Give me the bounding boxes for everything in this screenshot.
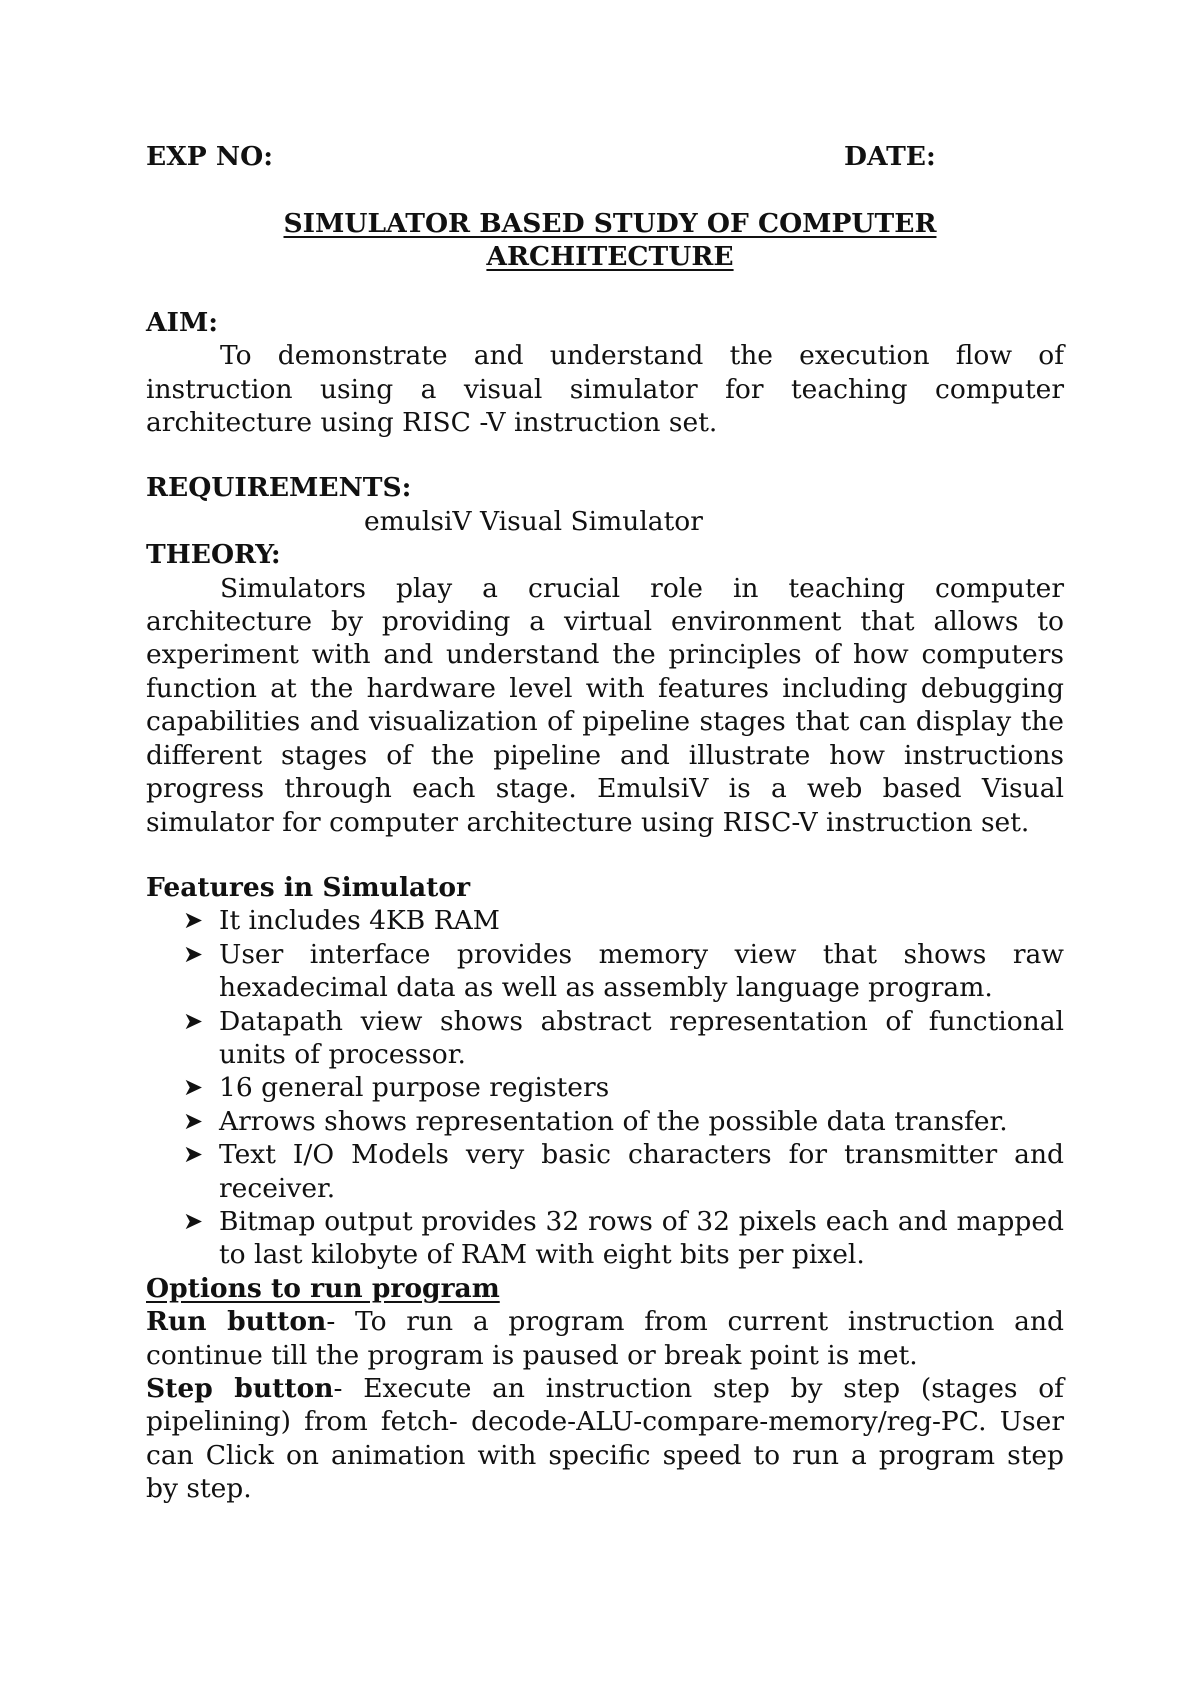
theory-heading: THEORY: [146,539,281,571]
options-heading: Options to run program [146,1272,500,1304]
arrowhead-bullet-icon: ➤ [183,1140,204,1169]
arrowhead-bullet-icon: ➤ [183,906,204,935]
document-page [146,140,1064,1506]
document-title: SIMULATOR BASED STUDY OF COMPUTER ARCHITECTURE [283,208,937,273]
feature-text: Arrows shows representation of the possible data transfer. [219,1105,1008,1137]
theory-text: Simulators play a crucial role in teaching computer architecture by providing a virtual environment that allows to experiment with and understand the principles of how computers function at the hardware level with features including debugging capabilities and visualization of pipeline stages that can display the different stages of the pipeline and illustrate how instructions progress through each stage. EmulsiV is a web based Visual simulator for computer architecture using RISC-V instruction set. [146,572,1064,838]
feature-text: Bitmap output provides 32 rows of 32 pixels each and mapped to last kilobyte of RAM with eight bits per pixel. [219,1205,1064,1271]
requirements-value: emulsiV Visual Simulator [364,505,703,537]
arrowhead-bullet-icon: ➤ [183,1006,204,1035]
arrowhead-bullet-icon: ➤ [183,1206,204,1235]
list-item [146,1205,1064,1272]
run-button-text: - To run a program from current instruction and continue till the program is paused or break point is met. [146,1306,1064,1371]
feature-text: Text I/O Models very basic characters for transmitter and receiver. [219,1139,1064,1204]
header-row [146,140,1064,173]
step-button-label: Step button [146,1373,334,1404]
arrowhead-bullet-icon: ➤ [183,939,204,968]
run-button-label: Run button [146,1306,327,1338]
list-item [146,1071,1064,1104]
features-heading: Features in Simulator [146,871,471,903]
arrowhead-bullet-icon: ➤ [183,1106,204,1135]
step-button-text: - Execute an instruction step by step (stages of pipelining) from fetch- decode-ALU-compare-memory/reg-PC. User can Click on animation with specific speed to run a program step by step. [146,1373,1064,1505]
feature-text: Datapath view shows abstract representation of functional units of processor. [219,1005,1064,1070]
requirements-heading: REQUIREMENTS: [146,472,412,504]
feature-text: 16 general purpose registers [219,1072,610,1104]
list-item [146,1105,1064,1138]
aim-text: To demonstrate and understand the execution flow of instruction using a visual simulator for teaching computer architecture using RISC -V instruction set. [146,340,1064,439]
exp-no-label: EXP NO: [146,141,274,172]
step-button-description [146,1372,1064,1506]
list-item [146,1005,1064,1072]
run-button-description [146,1305,1064,1372]
feature-text: User interface provides memory view that shows raw hexadecimal data as well as assembly language program. [219,938,1064,1004]
features-list [146,904,1064,1271]
list-item [146,938,1064,1005]
date-label: DATE: [844,141,936,172]
aim-heading: AIM: [146,306,219,338]
arrowhead-bullet-icon: ➤ [183,1073,204,1102]
list-item [146,1138,1064,1205]
list-item [146,904,1064,937]
feature-text: It includes 4KB RAM [219,905,500,937]
